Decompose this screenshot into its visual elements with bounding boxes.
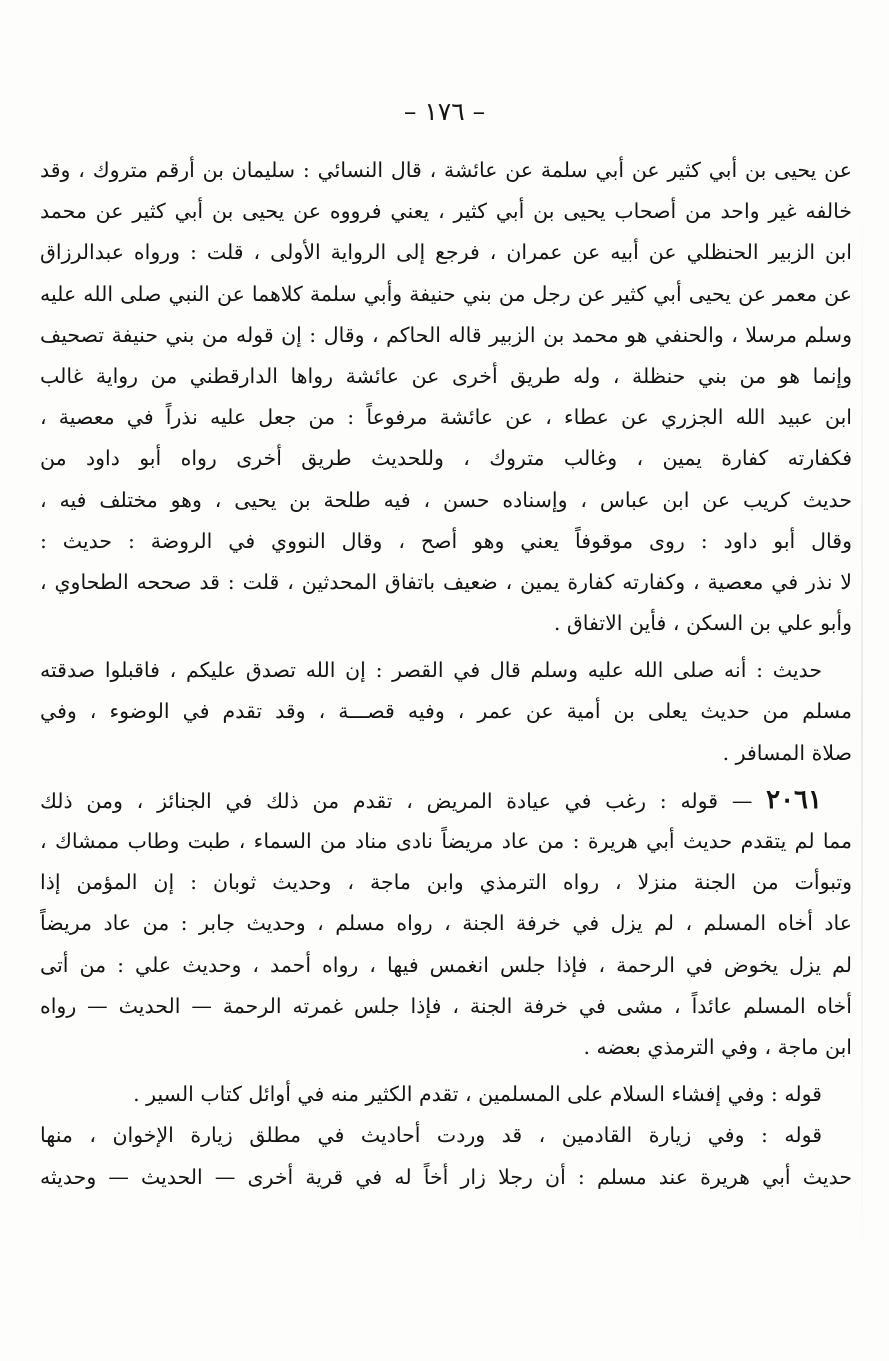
text-line: عن يحيى بن أبي كثير عن أبي سلمة عن عائشة ، قال النسائي : سليمان بن أرقم متروك ، وقد <box>40 158 852 182</box>
text-line: حديث أبي هريرة عند مسلم : أن رجلا زار أخاً له في قرية أخرى — الحديث — وحديثه <box>40 1164 852 1189</box>
page-edge-shadow <box>861 180 863 1280</box>
text-line: ابن ماجة ، وفي الترمذي بعضه . <box>583 1034 852 1059</box>
text-line: ابن الزبير الحنظلي عن أبيه عن عمران ، فرجع إلى الرواية الأولى ، قلت : ورواه عبدالرزاق <box>40 240 852 265</box>
paragraph-continuation <box>40 150 852 644</box>
paragraph-ifsha-salam <box>40 1074 852 1115</box>
text-line: وقال أبو داود : روى موقوفاً يعني وهو أصح ، وقال النووي في الروضة : حديث : <box>40 528 852 553</box>
text-line: فكفارته كفارة يمين ، وغالب متروك ، وللحديث طريق أخرى رواه أبو داود من <box>40 446 852 471</box>
text-line: لم يزل يخوض في الرحمة ، فإذا جلس انغمس فيها ، رواه أحمد ، وحديث علي : من أتى <box>40 952 852 977</box>
entry-number: ٢٠٦١ <box>766 784 822 815</box>
text-line: ابن عبيد الله الجزري عن عطاء ، عن عائشة مرفوعاً : من جعل عليه نذراً في معصية ، <box>40 405 852 430</box>
entry-first-line: — قوله : رغب في عيادة المريض ، تقدم من ذلك في الجنائز ، ومن ذلك <box>40 788 753 813</box>
text-line: مما لم يتقدم حديث أبي هريرة : من عاد مريضاً نادى مناد من السماء ، طبت وطاب ممشاك ، <box>40 829 852 853</box>
paragraph-ziyara <box>40 1115 852 1197</box>
text-line: عاد أخاه المسلم ، لم يزل في خرفة الجنة ، رواه مسلم ، وحديث جابر : من عاد مريضاً <box>40 911 852 936</box>
text-line: حديث : أنه صلى الله عليه وسلم قال في القصر : إن الله تصدق عليكم ، فاقبلوا صدقته <box>40 658 822 683</box>
text-line: صلاة المسافر . <box>722 740 852 765</box>
text-line: لا نذر في معصية ، وكفارته كفارة يمين ، ضعيف باتفاق المحدثين ، قلت : قد صححه الطحاوي ، <box>40 569 852 594</box>
text-line: قوله : وفي إفشاء السلام على المسلمين ، تقدم الكثير منه في أوائل كتاب السير . <box>133 1082 822 1107</box>
text-line: مسلم من حديث يعلى بن أمية عن عمر ، وفيه قصـــة ، وقد تقدم في الوضوء ، وفي <box>40 699 852 724</box>
text-line: وأبو علي بن السكن ، فأين الاتفاق . <box>553 611 852 636</box>
paragraph-hadith-qasr <box>40 650 852 774</box>
page-text <box>40 150 852 1198</box>
text-line: وتبوأت من الجنة منزلا ، رواه الترمذي وابن ماجة ، وحديث ثوبان : إن المؤمن إذا <box>40 870 852 895</box>
page-number: – ١٧٦ – <box>403 97 486 126</box>
text-line <box>40 780 852 821</box>
text-line: قوله : وفي زيارة القادمين ، قد وردت أحاديث في مطلق زيارة الإخوان ، منها <box>40 1123 822 1148</box>
text-line: وإنما هو من بني حنظلة ، وله طريق أخرى عن عائشة رواها الدارقطني من رواية غالب <box>40 363 852 388</box>
text-line: عن معمر عن يحيى أبي كثير عن رجل من بني حنيفة وأبي سلمة كلاهما عن النبي صلى الله عليه <box>40 281 852 306</box>
paragraph-entry-2061 <box>40 780 852 1068</box>
text-line: أخاه المسلم عائداً ، مشى في خرفة الجنة ، فإذا جلس غمرته الرحمة — الحديث — رواه <box>40 993 852 1018</box>
text-line: خالفه غير واحد من أصحاب يحيى بن أبي كثير ، يعني فرووه عن يحيى بن أبي كثير عن محمد <box>40 199 852 224</box>
text-line: وسلم مرسلا ، والحنفي هو محمد بن الزبير قاله الحاكم ، وقال : إن قوله من بني حنيفة تصحيف <box>40 322 852 347</box>
text-line: حديث كريب عن ابن عباس ، وإسناده حسن ، فيه طلحة بن يحيى ، وهو مختلف فيه ، <box>40 487 852 512</box>
